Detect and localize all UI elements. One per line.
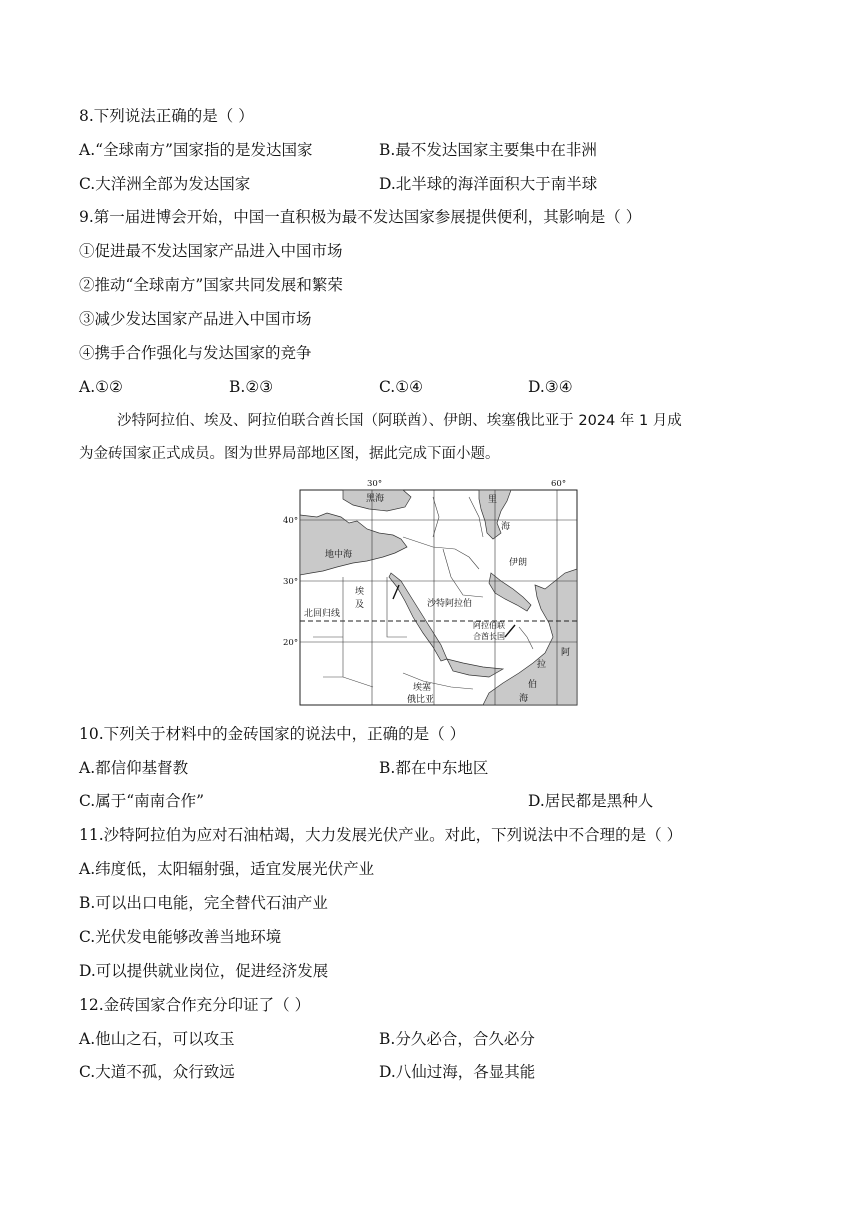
q9-option-a: A.①② [79,378,123,396]
q9-item-4: ④携手合作强化与发达国家的竞争 [79,344,312,362]
label-uae-2: 合酋长国 [473,632,505,641]
q9-item-1: ①促进最不发达国家产品进入中国市场 [79,242,343,260]
label-caspian-2: 海 [501,522,511,532]
label-arabian-sea-3: 伯 [528,680,538,690]
q9-option-c: C.①④ [379,378,424,396]
label-egypt-2: 及 [355,600,365,610]
q9-item-2: ②推动“全球南方”国家共同发展和繁荣 [79,276,343,294]
q10-option-c: C.属于“南南合作” [79,792,205,810]
q9-stem: 9.第一届进博会开始，中国一直积极为最不发达国家参展提供便利，其影响是（ ） [79,208,642,226]
q10-option-b: B.都在中东地区 [379,759,489,777]
q10-option-a: A.都信仰基督教 [79,759,189,777]
label-saudi-arabia: 沙特阿拉伯 [427,599,473,609]
lon-tick-30: 30° [367,479,383,489]
label-ethiopia-2: 俄比亚 [407,695,435,705]
q11-stem: 11.沙特阿拉伯为应对石油枯竭，大力发展光伏产业。对此，下列说法中不合理的是（ ） [79,826,683,844]
q8-option-b: B.最不发达国家主要集中在非洲 [379,141,597,159]
lat-tick-40: 40° [283,516,299,526]
label-egypt-1: 埃 [355,587,365,597]
label-arabian-sea-2: 拉 [537,660,547,670]
q11-option-c: C.光伏发电能够改善当地环境 [79,928,282,946]
q10-stem: 10.下列关于材料中的金砖国家的说法中，正确的是（ ） [79,725,466,743]
q9-option-d: D.③④ [528,378,573,396]
lat-tick-20: 20° [283,638,299,648]
lon-tick-60: 60° [551,479,567,489]
middle-east-map [283,477,581,709]
label-mediterranean: 地中海 [325,550,353,560]
q8-stem: 8.下列说法正确的是（ ） [79,107,254,125]
q11-option-d: D.可以提供就业岗位，促进经济发展 [79,962,329,980]
q8-option-c: C.大洋洲全部为发达国家 [79,175,251,193]
q10-option-d: D.居民都是黑种人 [528,792,654,810]
label-iran: 伊朗 [509,558,528,568]
label-tropic-of-cancer: 北回归线 [304,609,341,619]
label-ethiopia-1: 埃塞 [413,683,432,693]
lat-tick-30: 30° [283,577,299,587]
q9-item-3: ③减少发达国家产品进入中国市场 [79,310,312,328]
label-arabian-sea-1: 阿 [561,648,571,658]
q12-option-d: D.八仙过海，各显其能 [379,1063,536,1081]
q8-option-d: D.北半球的海洋面积大于南半球 [379,175,598,193]
label-black-sea: 黑海 [366,494,385,504]
q12-option-c: C.大道不孤，众行致远 [79,1063,235,1081]
q8-option-a: A.“全球南方”国家指的是发达国家 [79,141,313,159]
label-caspian-1: 里 [488,495,498,505]
q12-stem: 12.金砖国家合作充分印证了（ ） [79,996,311,1014]
q9-option-b: B.②③ [229,378,274,396]
q12-option-b: B.分久必合，合久必分 [379,1030,535,1048]
label-arabian-sea-4: 海 [519,694,529,704]
material-line-1: 沙特阿拉伯、埃及、阿拉伯联合酋长国（阿联酋）、伊朗、埃塞俄比亚于 2024 年 1 月成 [117,413,682,429]
label-uae-1: 阿拉伯联 [473,621,505,630]
q11-option-a: A.纬度低，太阳辐射强，适宜发展光伏产业 [79,860,375,878]
q11-option-b: B.可以出口电能，完全替代石油产业 [79,894,328,912]
material-line-2: 为金砖国家正式成员。图为世界局部地区图，据此完成下面小题。 [79,446,500,462]
q12-option-a: A.他山之石，可以攻玉 [79,1030,235,1048]
